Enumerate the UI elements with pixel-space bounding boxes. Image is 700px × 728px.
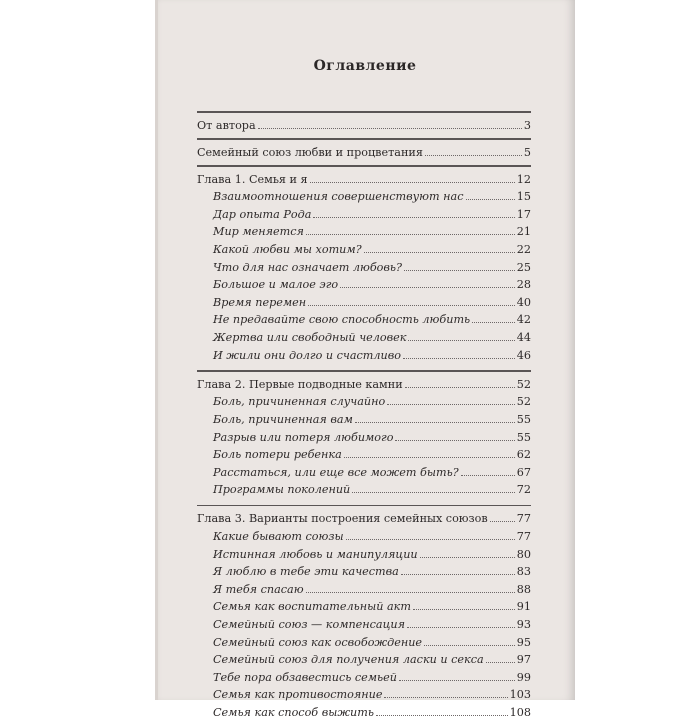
toc-page-number: 17 — [516, 207, 531, 221]
dot-leader — [376, 715, 508, 716]
toc-entry-title: Глава 2. Первые подводные камни — [197, 377, 403, 391]
dot-leader — [306, 592, 515, 593]
toc-page-number: 42 — [516, 313, 531, 327]
toc-subentry — [197, 411, 531, 429]
book-page — [155, 0, 575, 719]
toc-subentry — [197, 329, 531, 347]
toc-entry-title: Боль, причиненная случайно — [213, 395, 386, 409]
toc-page-number: 91 — [516, 600, 531, 614]
toc-page-number: 103 — [509, 688, 531, 702]
toc-page-number: 52 — [516, 395, 531, 409]
dot-leader — [395, 440, 514, 441]
dot-leader — [461, 475, 515, 476]
dot-leader — [399, 680, 515, 681]
toc-subentry — [197, 528, 531, 546]
toc-entry-title: Семейный союз как освобождение — [213, 635, 423, 649]
dot-leader — [403, 358, 515, 359]
dot-leader — [404, 270, 515, 271]
toc-page-number: 72 — [516, 483, 531, 497]
toc-page-number: 77 — [516, 529, 531, 543]
page-title: Оглавление — [313, 58, 417, 74]
toc-entry-title: Глава 3. Варианты построения семейных союзов — [197, 512, 488, 526]
toc-subentry — [197, 669, 531, 687]
toc-entry-title: Жертва или свободный человек — [213, 331, 407, 345]
toc-entry-title: Дар опыта Рода — [213, 207, 312, 221]
dot-leader — [384, 697, 507, 698]
toc-subentry — [197, 446, 531, 464]
dot-leader — [258, 128, 522, 129]
dot-leader — [344, 457, 515, 458]
toc-subentry — [197, 651, 531, 669]
toc-subentry — [197, 616, 531, 634]
dot-leader — [355, 422, 515, 423]
toc-subentry — [197, 464, 531, 482]
toc-subentry — [197, 241, 531, 259]
toc-entry-title: Семья как противостояние — [213, 688, 383, 702]
toc-entry-title: Семейный союз любви и процветания — [197, 145, 423, 159]
toc-entry — [197, 376, 531, 394]
toc-page-number: 21 — [516, 225, 531, 239]
toc-subentry — [197, 686, 531, 704]
toc-page-number: 22 — [516, 243, 531, 257]
toc-entry-title: Какой любви мы хотим? — [213, 243, 362, 257]
toc-page-number: 25 — [516, 260, 531, 274]
toc-entry-title: Семья как способ выжить — [213, 705, 374, 719]
toc-page-number: 12 — [516, 172, 531, 186]
dot-leader — [313, 217, 514, 218]
toc-entry-title: Время перемен — [213, 295, 307, 309]
toc-subentry — [197, 188, 531, 206]
dot-leader — [407, 627, 515, 628]
toc-entry-title: Боль потери ребенка — [213, 448, 342, 462]
dot-leader — [408, 340, 514, 341]
toc-subentry — [197, 276, 531, 294]
toc-subentry — [197, 429, 531, 447]
toc-entry-title: Глава 1. Семья и я — [197, 172, 308, 186]
toc-page-number: 28 — [516, 278, 531, 292]
toc-entry-title: Большое и малое эго — [213, 278, 339, 292]
toc-entry-title: Истинная любовь и манипуляции — [213, 547, 418, 561]
toc-entry-title: Семья как воспитательный акт — [213, 600, 411, 614]
toc-page-number: 108 — [509, 705, 531, 719]
table-of-contents — [197, 111, 531, 728]
toc-page-number: 97 — [516, 653, 531, 667]
toc-page-number: 15 — [516, 190, 531, 204]
toc-subentry — [197, 311, 531, 329]
toc-entry-title: Я люблю в тебе эти качества — [213, 565, 399, 579]
dot-leader — [364, 252, 515, 253]
dot-leader — [401, 574, 515, 575]
toc-entry-title: Взаимоотношения совершенствуют нас — [213, 190, 464, 204]
dot-leader — [486, 662, 515, 663]
toc-page-number: 46 — [516, 348, 531, 362]
toc-page-number: 52 — [516, 377, 531, 391]
dot-leader — [420, 557, 515, 558]
toc-subentry — [197, 704, 531, 722]
toc-page-number: 88 — [516, 582, 531, 596]
dot-leader — [306, 234, 515, 235]
toc-entry — [197, 144, 531, 162]
toc-subentry — [197, 546, 531, 564]
toc-page-number: 62 — [516, 448, 531, 462]
dot-leader — [424, 645, 515, 646]
toc-page-number: 3 — [523, 118, 531, 132]
toc-entry-title: Какие бывают союзы — [213, 529, 344, 543]
toc-entry-title: Что для нас означает любовь? — [213, 260, 403, 274]
toc-entry-title: Семейный союз — компенсация — [213, 617, 406, 631]
toc-page-number: 80 — [516, 547, 531, 561]
toc-subentry — [197, 598, 531, 616]
dot-leader — [472, 322, 515, 323]
toc-subentry — [197, 223, 531, 241]
toc-page-number: 77 — [516, 512, 531, 526]
dot-leader — [413, 609, 515, 610]
dot-leader — [490, 521, 515, 522]
toc-entry-title: И жили они долго и счастливо — [213, 348, 401, 362]
toc-page-number: 99 — [516, 670, 531, 684]
toc-subentry — [197, 294, 531, 312]
toc-page-number: 55 — [516, 412, 531, 426]
dot-leader — [308, 305, 515, 306]
toc-entry-title: Семейный союз для получения ласки и секса — [213, 653, 484, 667]
toc-entry — [197, 510, 531, 528]
toc-entry-title: Расстаться, или еще все может быть? — [213, 465, 459, 479]
toc-page-number: 67 — [516, 465, 531, 479]
toc-entry-title: Программы поколений — [213, 483, 351, 497]
toc-entry-title: Разрыв или потеря любимого — [213, 430, 394, 444]
toc-page-number: 5 — [523, 145, 531, 159]
toc-subentry — [197, 393, 531, 411]
dot-leader — [387, 404, 515, 405]
toc-subentry — [197, 347, 531, 365]
toc-subentry — [197, 206, 531, 224]
dot-leader — [346, 539, 515, 540]
dot-leader — [352, 492, 515, 493]
dot-leader — [405, 387, 515, 388]
toc-entry-title: Боль, причиненная вам — [213, 412, 353, 426]
toc-subentry — [197, 634, 531, 652]
toc-entry — [197, 117, 531, 135]
toc-entry-title: Не предавайте свою способность любить — [213, 313, 471, 327]
toc-subentry — [197, 481, 531, 499]
toc-entry-title: От автора — [197, 118, 256, 132]
toc-page-number: 83 — [516, 565, 531, 579]
toc-page-number: 40 — [516, 295, 531, 309]
dot-leader — [425, 155, 522, 156]
dot-leader — [466, 199, 515, 200]
toc-entry-title: Тебе пора обзавестись семьей — [213, 670, 397, 684]
toc-subentry — [197, 581, 531, 599]
toc-entry-title: Я тебя спасаю — [213, 582, 304, 596]
toc-page-number: 95 — [516, 635, 531, 649]
toc-page-number: 44 — [516, 331, 531, 345]
dot-leader — [310, 182, 515, 183]
toc-page-number: 93 — [516, 617, 531, 631]
toc-subentry — [197, 563, 531, 581]
dot-leader — [340, 287, 515, 288]
toc-entry-title: Мир меняется — [213, 225, 304, 239]
toc-page-number: 55 — [516, 430, 531, 444]
toc-subentry — [197, 259, 531, 277]
toc-entry — [197, 171, 531, 189]
